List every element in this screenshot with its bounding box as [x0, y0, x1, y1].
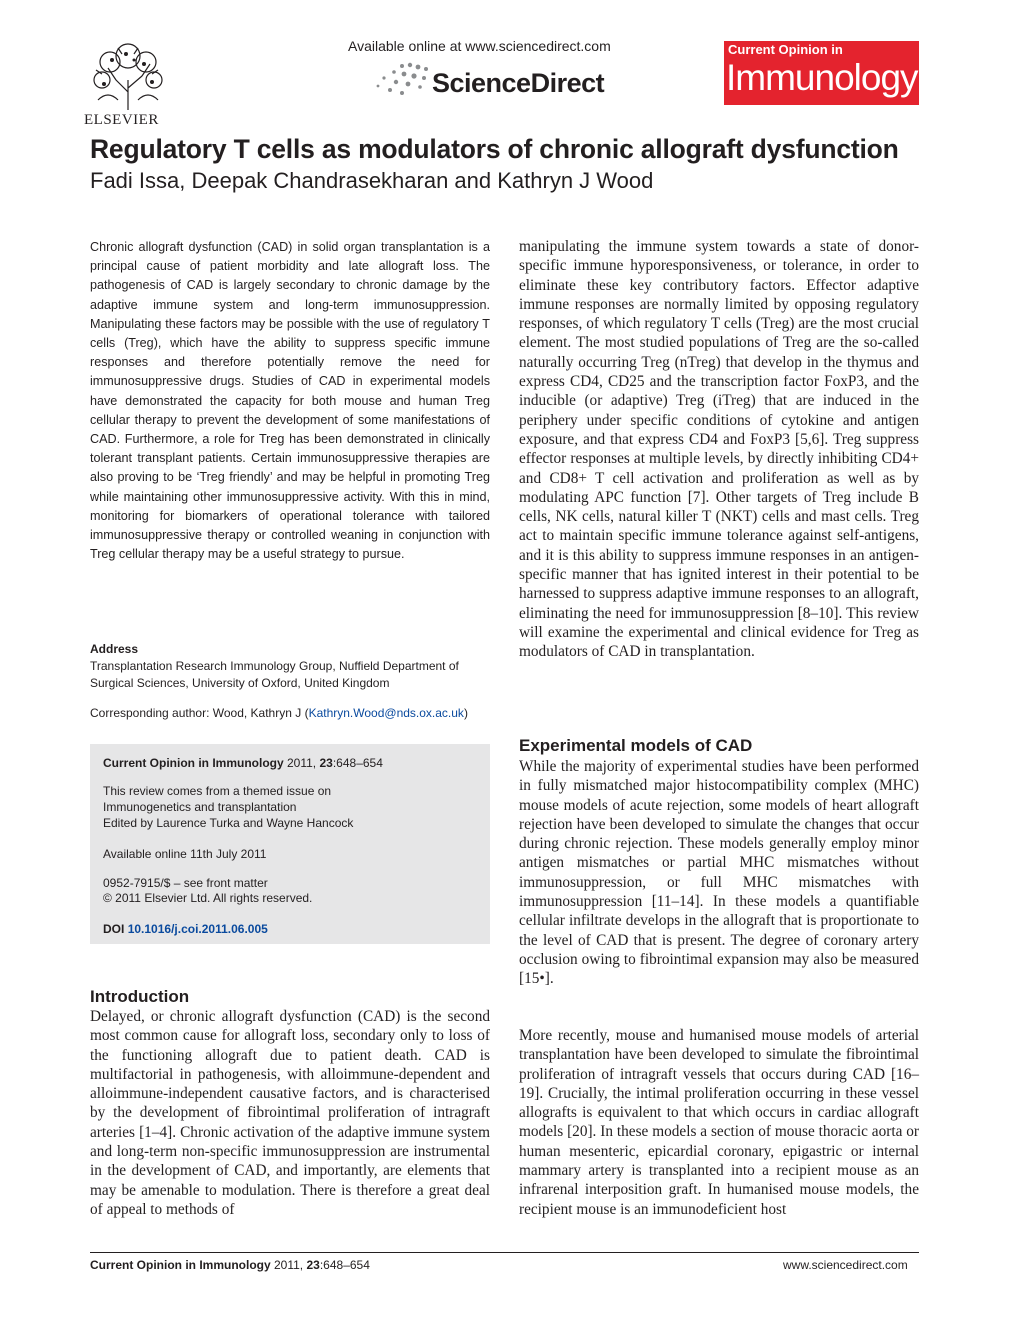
info-themed-3: Edited by Laurence Turka and Wayne Hancock: [103, 816, 354, 830]
footer-pages: :648–654: [319, 1258, 370, 1272]
footer-citation: [90, 1258, 370, 1272]
article-info-box: [90, 744, 490, 944]
introduction-heading: Introduction: [90, 987, 190, 1006]
info-year: 2011,: [287, 756, 317, 770]
address-text: Transplantation Research Immunology Group, Nuffield Department of Surgical Sciences, University of Oxford, United Kingdom: [90, 659, 459, 690]
abstract: Chronic allograft dysfunction (CAD) in solid organ transplantation is a principal cause of patient morbidity and late allograft loss. The pathogenesis of CAD is largely secondary to chronic damage by the adaptive immune system and long-term immunosuppression. Manipulating these factors may be possible with the use of regulatory T cells (Treg), which have the ability to suppress specific immune responses and therefore potentially remove the need for immunosuppressive drugs. Studies of CAD in experimental models have demonstrated the capacity for both mouse and human Treg cellular therapy to prevent the development of some manifestations of CAD. Furthermore, a role for Treg has been demonstrated in clinically tolerant transplant patients. Certain immunosuppressive therapies are also proving to be ‘Treg friendly’ and may be helpful in promoting Treg while maintaining other immunosuppressive activity. With this in mind, monitoring for biomarkers of operational tolerance with tailored immunosuppressive therapy or controlled weaning in conjunction with Treg cellular therapy may be a useful strategy to pursue.: [90, 240, 490, 562]
info-copyright: © 2011 Elsevier Ltd. All rights reserved.: [103, 891, 313, 905]
sciencedirect-dots-icon: [372, 60, 432, 100]
info-citation: [103, 756, 383, 770]
corresponding-author: [90, 706, 500, 720]
available-online-text[interactable]: Available online at www.sciencedirect.com: [348, 38, 611, 54]
info-volume: 23: [319, 756, 333, 770]
info-issn: 0952-7915/$ – see front matter: [103, 876, 268, 890]
right-paragraph-1: manipulating the immune system towards a state of donor-specific immune hyporesponsiveness, or tolerance, in order to eliminate these key contributory factors. Effector adaptive immune responses are normally limited by opposing regulatory responses, of which regulatory T cells (Treg) are the most crucial element. The most studied populations of Treg are the so-called naturally occurring Treg (nTreg) that develop in the thymus and express CD4, CD25 and the transcription factor FoxP3, and the inducible (or adaptive) Treg (iTreg) that are induced in the periphery under specific conditions of cytokine and antigen exposure, and that express CD4 and FoxP3 [5,6]. Treg suppress effector responses at multiple levels, by directly inhibiting CD4+ and CD8+ T cell activation and proliferation as well as by modulating APC function [7]. Other targets of Treg include B cells, NK cells, natural killer T (NKT) cells and mast cells. Treg act to maintain specific immune tolerance against self-antigens, and it is this ability to suppress immune responses in an antigen-specific manner that has ignited interest in their potential to be harnessed to suppress adaptive immune responses to an allograft, eliminating the need for immunosuppression [8–10]. This review will examine the experimental and clinical evidence for Treg as modulators of CAD in transplantation.: [519, 238, 919, 661]
info-themed-1: This review comes from a themed issue on: [103, 784, 332, 798]
journal-logo-top: Current Opinion in: [728, 42, 843, 57]
footer-year: 2011,: [274, 1258, 304, 1272]
info-available: Available online 11th July 2011: [103, 847, 267, 861]
doi-label: DOI: [103, 922, 125, 936]
info-themed-2: Immunogenetics and transplantation: [103, 800, 297, 814]
right-paragraph-3: More recently, mouse and humanised mouse models of arterial transplantation have been developed to simulate the fibrointimal proliferation of intragraft vessels that occurs during CAD [16–19]. Crucially, the intimal proliferation occurring in these vessel allografts is equivalent to that which occurs in cardiac allograft models [20]. In these models a section of mouse thoracic aorta or human mesenteric, epicardial coronary, epigastric or internal mammary artery is transplanted into a recipient mouse as an infrarenal interposition graft. In humanised mouse models, the recipient mouse is an immunodeficient host: [519, 1027, 919, 1218]
address-heading: Address: [90, 642, 139, 656]
doi-link[interactable]: 10.1016/j.coi.2011.06.005: [127, 922, 268, 936]
introduction-text: Delayed, or chronic allograft dysfunction (CAD) is the second most common cause for allograft loss, secondary only to loss of the functioning allograft due to patient death. CAD is multifactorial in pathogenesis, with alloimmune-dependent and alloimmune-independent causative factors, and is characterised by the development of fibrointimal proliferation of intragraft arteries [1–4]. Chronic activation of the adaptive immune system and long-term non-specific immunosuppression are instrumental in the development of CAD, and importantly, are elements that may be amenable to modulation. There is therefore a great deal of appeal to methods of: [90, 1008, 490, 1218]
sciencedirect-logo-text[interactable]: ScienceDirect: [432, 68, 605, 98]
article-title: Regulatory T cells as modulators of chronic allograft dysfunction: [90, 134, 899, 164]
footer-url[interactable]: www.sciencedirect.com: [783, 1258, 908, 1272]
corresponding-end: ): [463, 706, 468, 720]
publisher-name: ELSEVIER: [84, 112, 159, 128]
right-paragraph-2: While the majority of experimental studies have been performed in fully mismatched major histocompatibility complex (MHC) mouse models of acute rejection, some models of heart allograft rejection have been developed to simulate the changes that occur during chronic rejection. These models generally employ minor antigen mismatches or partial MHC mismatches without immunosuppression, or full MHC mismatches with immunosuppression [11–14]. In these models a quantifiable cellular infiltrate develops in the allograft that is proportionate to the level of CAD that is present. The degree of coronary artery occlusion owing to fibrointimal expansion may also be measured [15•].: [519, 758, 919, 988]
footer-journal: Current Opinion in Immunology: [90, 1258, 271, 1272]
article-authors: Fadi Issa, Deepak Chandrasekharan and Kathryn J Wood: [90, 168, 654, 193]
journal-logo-bottom: Immunology: [726, 57, 918, 98]
footer-divider: [90, 1252, 919, 1253]
info-doi: [103, 922, 268, 936]
info-pages: :648–654: [332, 756, 383, 770]
info-journal: Current Opinion in Immunology: [103, 756, 284, 770]
experimental-models-heading: Experimental models of CAD: [519, 736, 753, 755]
author-email-link[interactable]: Kathryn.Wood@nds.ox.ac.uk: [308, 706, 464, 720]
footer-volume: 23: [306, 1258, 320, 1272]
journal-logo: [724, 41, 919, 105]
corresponding-label: Corresponding author: Wood, Kathryn J (: [90, 706, 309, 720]
